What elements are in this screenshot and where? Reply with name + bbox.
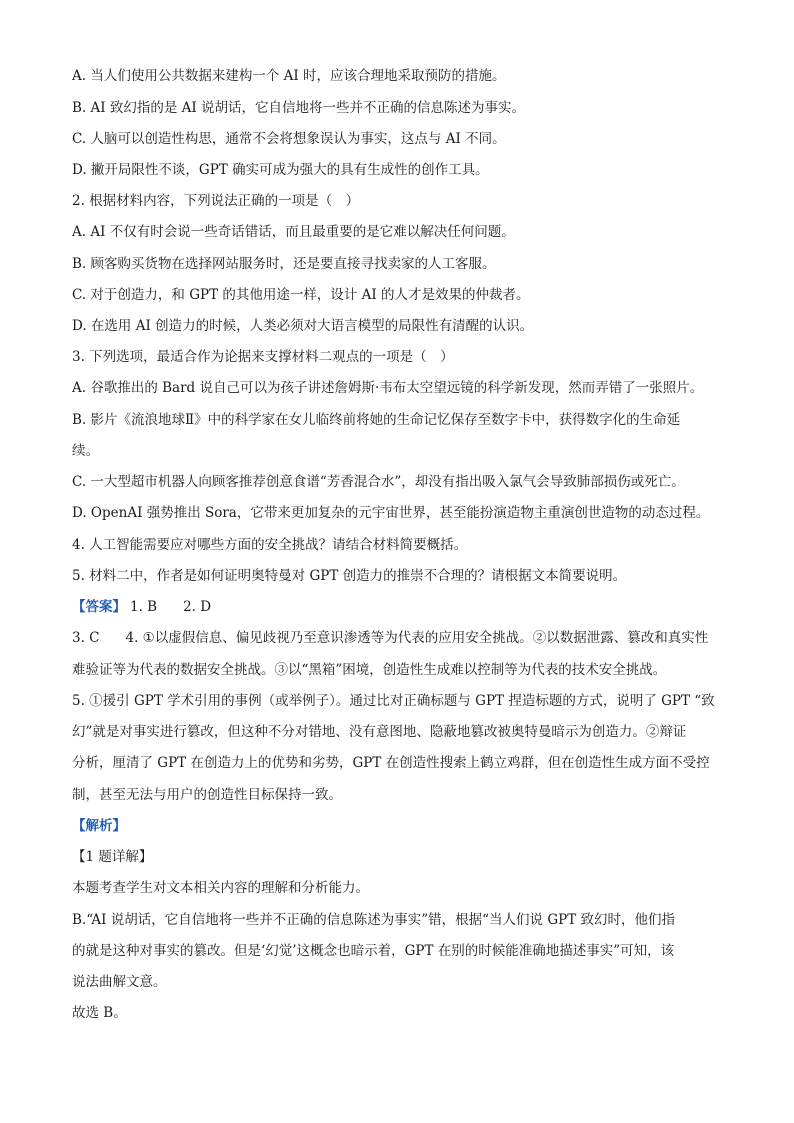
q1-option-b: B. AI 致幻指的是 AI 说胡话，它自信地将一些并不正确的信息陈述为事实。 bbox=[72, 100, 526, 116]
q3-option-b-line2: 续。 bbox=[72, 443, 99, 459]
answer-3: 3. C bbox=[72, 630, 100, 646]
q2-stem: 2. 根据材料内容，下列说法正确的一项是（ ） bbox=[72, 193, 360, 209]
q1-option-d: D. 撇开局限性不谈，GPT 确实可成为强大的具有生成性的创作工具。 bbox=[72, 162, 489, 178]
analysis-heading bbox=[72, 816, 732, 836]
q1-option-a: A. 当人们使用公共数据来建构一个 AI 时，应该合理地采取预防的措施。 bbox=[72, 68, 506, 84]
analysis-paragraph-2-line3: 说法曲解文意。 bbox=[72, 974, 167, 990]
analysis-tag: 【解析】 bbox=[72, 818, 126, 834]
answer-line bbox=[72, 597, 732, 617]
answer-5-part1: 5. ①援引 GPT 学术引用的事例（或举例子）。通过比对正确标题与 GPT 捏造标题的方式，说明了 GPT “致 bbox=[72, 693, 715, 709]
q3-option-d: D. OpenAI 强势推出 Sora，它带来更加复杂的元宇宙世界，甚至能扮演造物主重演创世造物的动态过程。 bbox=[72, 505, 710, 521]
answer-4-part1: 4. ①以虚假信息、偏见歧视乃至意识渗透等为代表的应用安全挑战。②以数据泄露、篡改和真实性 bbox=[125, 630, 709, 646]
q2-option-c: C. 对于创造力，和 GPT 的其他用途一样，设计 AI 的人才是效果的仲裁者。 bbox=[72, 287, 530, 303]
answer-1: 1. B bbox=[130, 599, 158, 615]
q3-option-c: C. 一大型超市机器人向顾客推荐创意食谱“芳香混合水”，却没有指出吸入氯气会导致肺部损伤或死亡。 bbox=[72, 474, 685, 490]
answer-tag: 【答案】 bbox=[72, 599, 126, 615]
q3-option-b-line1: B. 影片《流浪地球Ⅱ》中的科学家在女儿临终前将她的生命记忆保存至数字卡中，获得数字化的生命延 bbox=[72, 412, 681, 428]
analysis-subheading: 【1 题详解】 bbox=[72, 849, 153, 865]
answer-5-part3: 分析，厘清了 GPT 在创造力上的优势和劣势，GPT 在创造性搜索上鹤立鸡群，但在创造性生成方面不受控 bbox=[72, 755, 710, 771]
analysis-paragraph-2-line1: B.“AI 说胡话，它自信地将一些并不正确的信息陈述为事实”错，根据“当人们说 GPT 致幻时，他们指 bbox=[72, 912, 676, 928]
analysis-conclusion: 故选 B。 bbox=[72, 1005, 127, 1021]
analysis-paragraph-1: 本题考查学生对文本相关内容的理解和分析能力。 bbox=[72, 880, 369, 896]
q1-option-c: C. 人脑可以创造性构思，通常不会将想象误认为事实，这点与 AI 不同。 bbox=[72, 131, 506, 147]
q5-stem: 5. 材料二中，作者是如何证明奥特曼对 GPT 创造力的推崇不合理的？请根据文本简要说明。 bbox=[72, 568, 627, 584]
q2-option-d: D. 在选用 AI 创造力的时候，人类必须对大语言模型的局限性有清醒的认识。 bbox=[72, 318, 534, 334]
q2-option-a: A. AI 不仅有时会说一些奇话错话，而且最重要的是它难以解决任何问题。 bbox=[72, 224, 515, 240]
q2-option-b: B. 顾客购买货物在选择网站服务时，还是要直接寻找卖家的人工客服。 bbox=[72, 256, 496, 272]
q3-stem: 3. 下列选项，最适合作为论据来支撑材料二观点的一项是（ ） bbox=[72, 349, 454, 365]
q3-option-a: A. 谷歌推出的 Bard 说自己可以为孩子讲述詹姆斯·韦布太空望远镜的科学新发现，然而弄错了一张照片。 bbox=[72, 380, 704, 396]
analysis-paragraph-2-line2: 的就是这种对事实的篡改。但是‘幻觉’这概念也暗示着，GPT 在别的时候能准确地描述事实”可知，该 bbox=[72, 943, 675, 959]
answer-3-4-line1 bbox=[72, 628, 732, 648]
answer-5-part4: 制，甚至无法与用户的创造性目标保持一致。 bbox=[72, 787, 342, 803]
q4-stem: 4. 人工智能需要应对哪些方面的安全挑战？请结合材料简要概括。 bbox=[72, 537, 468, 553]
answer-5-part2: 幻”就是对事实进行篡改，但这种不分对错地、没有意图地、隐蔽地篡改被奥特曼暗示为创造力。②辩证 bbox=[72, 724, 687, 740]
answer-4-part2: 难验证等为代表的数据安全挑战。③以“黑箱”困境，创造性生成难以控制等为代表的技术安全挑战。 bbox=[72, 662, 667, 678]
answer-2: 2. D bbox=[183, 599, 212, 615]
